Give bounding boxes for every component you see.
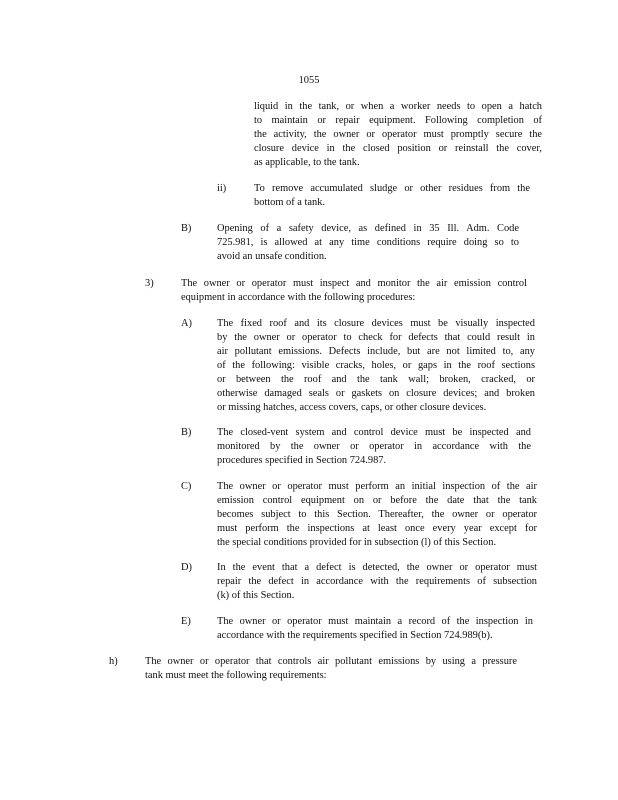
item-label-D: D): [181, 562, 192, 573]
text-line: accordance with the requirements specified in Section 724.989(b).: [217, 630, 493, 641]
text-line: air pollutant emissions. Defects include, but are not limited to, any: [217, 346, 535, 357]
text-line: liquid in the tank, or when a worker needs to open a hatch: [254, 101, 542, 112]
text-line: In the event that a defect is detected, the owner or operator must: [217, 562, 537, 573]
text-line: The fixed roof and its closure devices must be visually inspected: [217, 318, 535, 329]
text-line: The owner or operator must perform an initial inspection of the air: [217, 481, 537, 492]
text-line: bottom of a tank.: [254, 197, 325, 208]
item-D-text: [217, 561, 537, 603]
text-line: procedures specified in Section 724.987.: [217, 455, 387, 466]
item-3-text: [181, 277, 527, 305]
item-E-text: [217, 615, 533, 643]
text-line: to maintain or repair equipment. Following completion of: [254, 115, 542, 126]
item-label-C: C): [181, 481, 192, 492]
continuation-paragraph: [254, 100, 542, 170]
item-label-B: B): [181, 427, 192, 438]
text-line: (k) of this Section.: [217, 590, 295, 601]
text-line: monitored by the owner or operator in accordance with the: [217, 441, 531, 452]
text-line: The owner or operator that controls air pollutant emissions by using a pressure: [145, 656, 517, 667]
text-line: or missing hatches, access covers, caps, or other closure devices.: [217, 402, 487, 413]
text-line: the activity, the owner or operator must promptly secure the: [254, 129, 542, 140]
item-label-3: 3): [145, 278, 154, 289]
text-line: emission control equipment on or before the date that the tank: [217, 495, 537, 506]
text-line: To remove accumulated sludge or other residues from the: [254, 183, 530, 194]
text-line: repair the defect in accordance with the requirements of subsection: [217, 576, 537, 587]
text-line: The owner or operator must inspect and monitor the air emission control: [181, 278, 527, 289]
text-line: The closed-vent system and control device must be inspected and: [217, 427, 531, 438]
item-C-text: [217, 480, 537, 550]
item-h-text: [145, 655, 517, 683]
text-line: 725.981, is allowed at any time conditions require doing so to: [217, 237, 519, 248]
page-number: 1055: [298, 75, 320, 86]
item-A-text: [217, 317, 535, 415]
text-line: closure device in the closed position or reinstall the cover,: [254, 143, 542, 154]
text-line: or between the roof and the tank wall; broken, cracked, or: [217, 374, 535, 385]
text-line: The owner or operator must maintain a record of the inspection in: [217, 616, 533, 627]
text-line: Opening of a safety device, as defined in 35 Ill. Adm. Code: [217, 223, 519, 234]
item-B-text: [217, 426, 531, 468]
text-line: of the following: visible cracks, holes, or gaps in the roof sections: [217, 360, 535, 371]
text-line: avoid an unsafe condition.: [217, 251, 327, 262]
item-label-h: h): [109, 656, 118, 667]
text-line: by the owner or operator to check for defects that could result in: [217, 332, 535, 343]
item-label-A: A): [181, 318, 192, 329]
item-label-E: E): [181, 616, 191, 627]
text-line: as applicable, to the tank.: [254, 157, 360, 168]
text-line: equipment in accordance with the following procedures:: [181, 292, 416, 303]
item-label-B-safety: B): [181, 223, 192, 234]
text-line: otherwise damaged seals or gaskets on closure devices; and broken: [217, 388, 535, 399]
text-line: the special conditions provided for in subsection (l) of this Section.: [217, 537, 497, 548]
item-label-ii: ii): [217, 183, 227, 194]
text-line: becomes subject to this Section. Thereafter, the owner or operator: [217, 509, 537, 520]
text-line: must perform the inspections at least once every year except for: [217, 523, 537, 534]
item-ii-text: [254, 182, 530, 210]
text-line: tank must meet the following requirements:: [145, 670, 327, 681]
item-B-safety-text: [217, 222, 519, 264]
